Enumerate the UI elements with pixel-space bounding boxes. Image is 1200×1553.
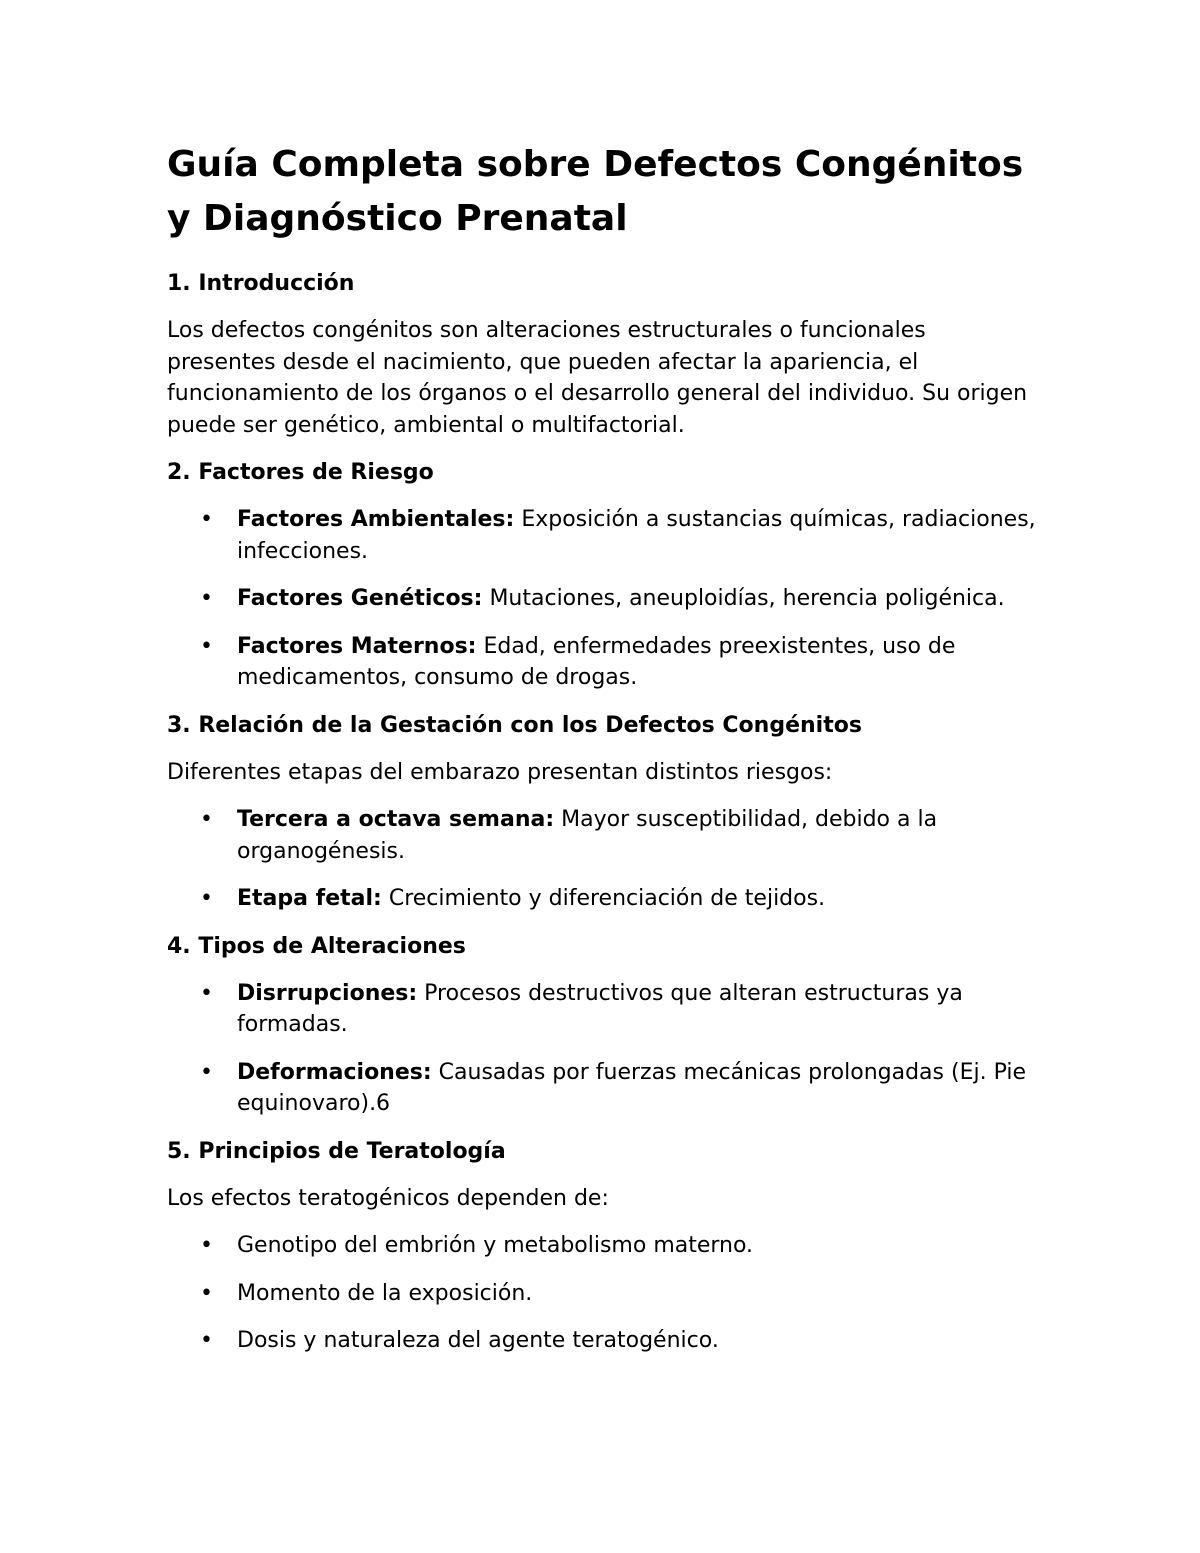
list-item-term: Tercera a octava semana: — [237, 807, 555, 832]
section-heading-teratologia: 5. Principios de Teratología — [167, 1138, 506, 1164]
bullet-icon: • — [200, 1059, 213, 1085]
bullet-icon: • — [200, 1233, 213, 1258]
list-item-text: Dosis y naturaleza del agente teratogénico. — [237, 1328, 719, 1353]
list-teratologia — [167, 1230, 1037, 1357]
list-item-text: Exposición a sustancias químicas, radiaciones, infecciones. — [237, 507, 1036, 564]
list-item-text: Crecimiento y diferenciación de tejidos. — [381, 886, 826, 911]
list-item — [167, 631, 1037, 694]
list-item-text: Mayor susceptibilidad, debido a la organogénesis. — [237, 807, 938, 864]
list-item — [167, 978, 1037, 1041]
list-tipos-alteraciones — [167, 978, 1037, 1120]
list-item — [167, 1230, 1037, 1262]
bullet-icon: • — [200, 633, 213, 659]
list-item-term: Disrrupciones: — [237, 980, 418, 1006]
section-paragraph-introduccion: Los defectos congénitos son alteraciones estructurales o funcionales presentes desde el nacimiento, que pueden afectar la apariencia, el funcionamiento de los órganos o el desarrollo general del individuo. Su origen puede ser genético, ambiental o multifactorial. — [167, 318, 1028, 438]
list-item-text: Genotipo del embrión y metabolismo materno. — [237, 1233, 754, 1258]
section-heading-relacion-gestacion: 3. Relación de la Gestación con los Defectos Congénitos — [167, 712, 862, 738]
bullet-icon: • — [200, 807, 213, 832]
bullet-icon: • — [200, 586, 213, 611]
section-paragraph-teratologia: Los efectos teratogénicos dependen de: — [167, 1185, 609, 1211]
list-item-text: Procesos destructivos que alteran estructuras ya formadas. — [237, 980, 963, 1037]
list-item — [167, 583, 1037, 615]
list-item-text: Edad, enfermedades preexistentes, uso de medicamentos, consumo de drogas. — [237, 633, 956, 690]
section-heading-introduccion: 1. Introducción — [167, 271, 355, 296]
section-heading-factores-riesgo: 2. Factores de Riesgo — [167, 460, 434, 485]
list-relacion-gestacion — [167, 804, 1037, 915]
list-item — [167, 1057, 1037, 1120]
document-title: Guía Completa sobre Defectos Congénitos y Diagnóstico Prenatal — [167, 144, 1024, 239]
list-item-term: Deformaciones: — [237, 1059, 432, 1085]
list-item-term: Factores Ambientales: — [237, 507, 515, 532]
list-item — [167, 804, 1037, 867]
list-item-text: Momento de la exposición. — [237, 1280, 533, 1306]
list-item — [167, 883, 1037, 915]
list-item-term: Etapa fetal: — [237, 886, 382, 911]
list-item-term: Factores Maternos: — [237, 633, 477, 659]
list-item — [167, 504, 1037, 567]
list-item-term: Factores Genéticos: — [237, 586, 483, 611]
bullet-icon: • — [200, 1328, 213, 1353]
list-item-text: Causadas por fuerzas mecánicas prolongadas (Ej. Pie equinovaro).6 — [237, 1059, 1027, 1116]
bullet-icon: • — [200, 980, 213, 1006]
bullet-icon: • — [200, 1280, 213, 1306]
bullet-icon: • — [200, 507, 213, 532]
section-paragraph-relacion-gestacion: Diferentes etapas del embarazo presentan distintos riesgos: — [167, 759, 833, 785]
document-page — [167, 138, 1037, 1373]
list-factores-riesgo — [167, 504, 1037, 694]
list-item — [167, 1325, 1037, 1357]
section-heading-tipos-alteraciones: 4. Tipos de Alteraciones — [167, 933, 466, 959]
bullet-icon: • — [200, 886, 213, 911]
list-item-text: Mutaciones, aneuploidías, herencia poligénica. — [482, 586, 1005, 611]
list-item — [167, 1278, 1037, 1310]
